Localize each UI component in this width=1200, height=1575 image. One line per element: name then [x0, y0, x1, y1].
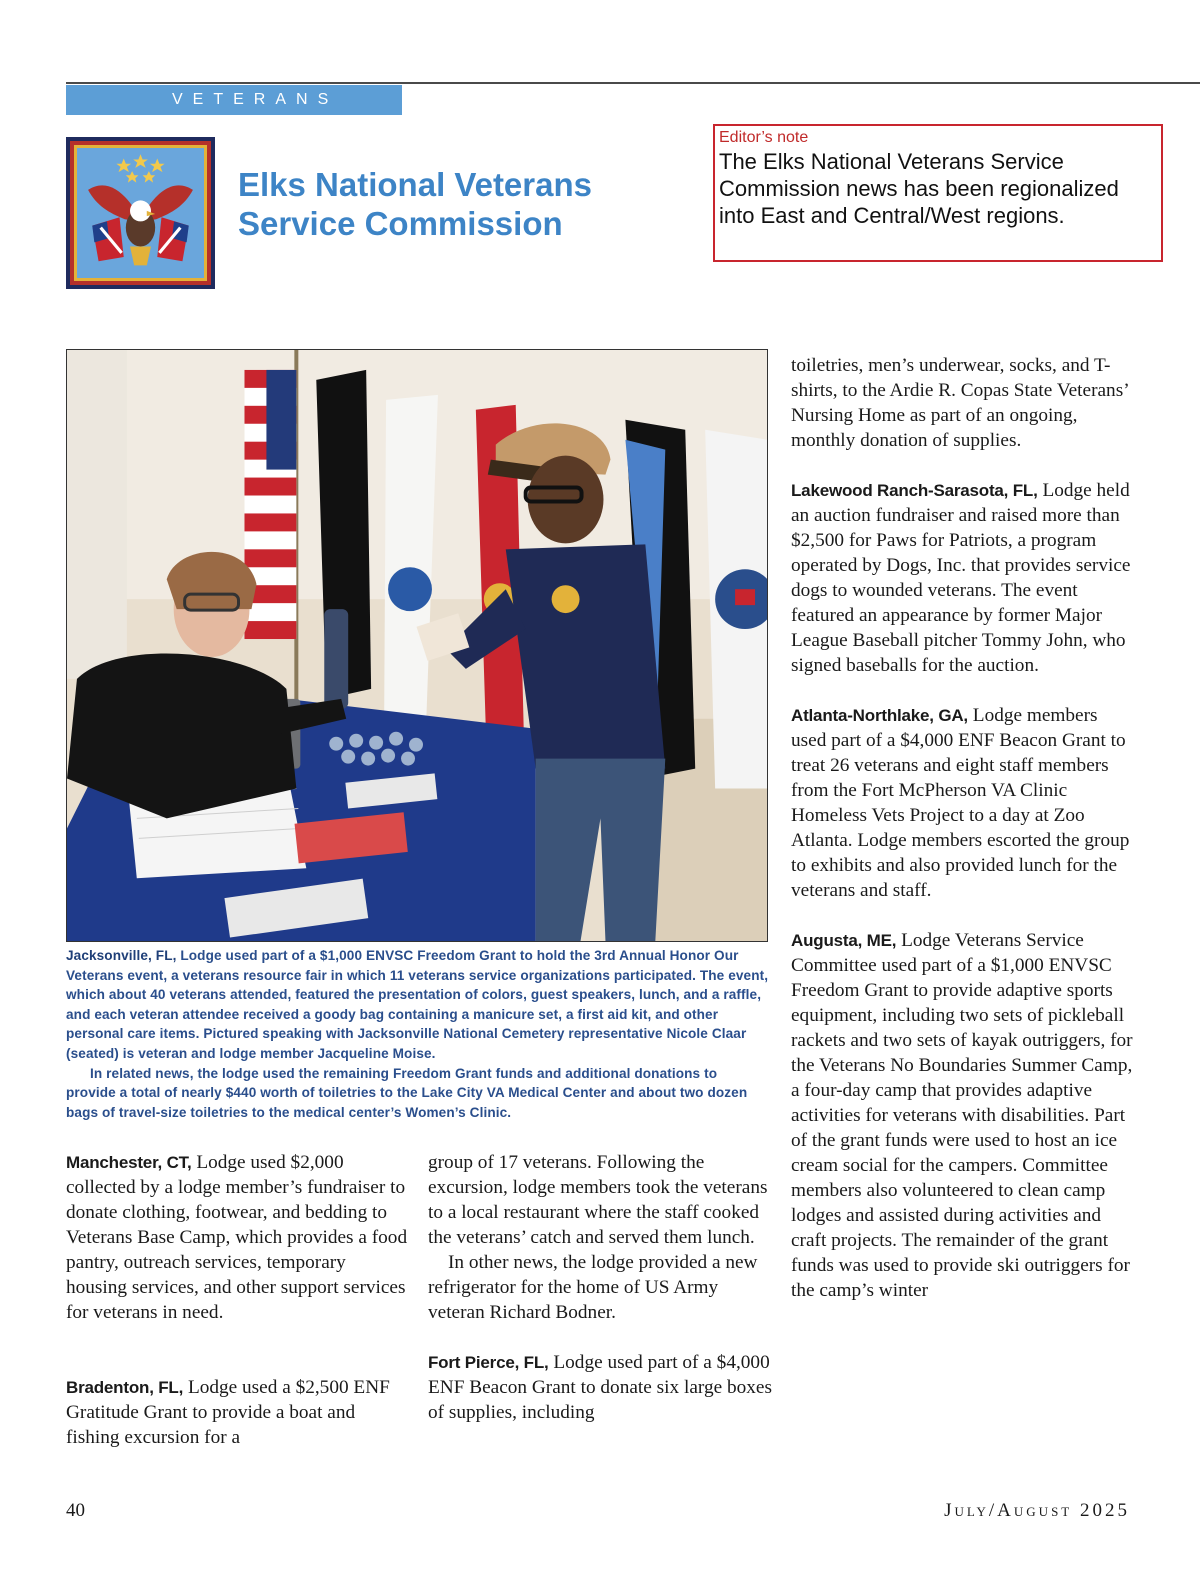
page-number: 40: [66, 1500, 85, 1521]
article-augusta: Augusta, ME, Lodge Veterans Service Committee used part of a $1,000 ENVSC Freedom Grant to provide adaptive sports equipment, including two sets of pickleball rackets and two sets of kayak outriggers, for the Veterans No Boundaries Summer Camp, a four-day camp that provides adaptive activities for veterans with disabilities. Part of the grant funds were used to host an ice cream social for the campers. Committee members also volunteered to clean camp lodges and assisted during activities and craft projects. The remainder of the grant funds was used to provide ski outriggers for the camp’s winter: [791, 930, 1133, 1301]
article-bradenton-more: In other news, the lodge provided a new refrigerator for the home of US Army veteran Richard Bodner.: [428, 1252, 758, 1323]
photo-illustration: [67, 350, 767, 941]
article-lakewood: Lakewood Ranch-Sarasota, FL, Lodge held an auction fundraiser and raised more than $2,500 for Paws for Patriots, a program operated by Dogs, Inc. that provides service dogs to wounded veterans. The event featured an appearance by former Major League Baseball pitcher Tommy John, who signed baseballs for the auction.: [791, 480, 1131, 676]
caption-paragraph-2: In related news, the lodge used the remaining Freedom Grant funds and additional donations to provide a total of nearly $440 worth of toiletries to the Lake City VA Medical Center and about two dozen bags of travel-size toiletries to the medical center’s Women’s Clinic.: [66, 1065, 748, 1120]
editor-note-box: [713, 124, 1163, 262]
article-column-3: [791, 353, 1136, 1303]
caption-location: Jacksonville, FL,: [66, 948, 177, 963]
page-title: Elks National Veterans Service Commission: [238, 166, 592, 242]
event-photo: [66, 349, 768, 942]
bradenton-text-part1: Lodge used a $2,500 ENF Gratitude Grant to provide a boat and fishing excursion for a: [66, 1377, 390, 1448]
envsc-logo: [66, 137, 215, 289]
editor-note-text: The Elks National Veterans Service Commission news has been regionalized into East and Central/West regions.: [719, 149, 1119, 228]
section-label: VETERANS: [66, 85, 402, 115]
issue-date: July/August 2025: [944, 1500, 1130, 1521]
bradenton-text-part2: group of 17 veterans. Following the excursion, lodge members took the veterans to a local restaurant where the staff cooked the veterans’ catch and served them lunch.: [428, 1152, 768, 1248]
eagle-flags-icon: [77, 148, 204, 278]
article-column-2: [428, 1150, 773, 1425]
article-fortpierce-start: Fort Pierce, FL, Lodge used part of a $4,000 ENF Beacon Grant to donate six large boxes of supplies, including: [428, 1352, 772, 1423]
article-bradenton-start: Bradenton, FL, Lodge used a $2,500 ENF Gratitude Grant to provide a boat and fishing excursion for a: [66, 1377, 390, 1448]
editor-note-label: Editor’s note: [719, 129, 809, 146]
article-column-1: [66, 1150, 411, 1350]
article-fortpierce-end: toiletries, men’s underwear, socks, and T-shirts, to the Ardie R. Copas State Veterans’ Nursing Home as part of an ongoing, monthly donation of supplies.: [791, 355, 1129, 451]
caption-paragraph: Jacksonville, FL, Lodge used part of a $1,000 ENVSC Freedom Grant to hold the 3rd Annual Honor Our Veterans event, a veterans resource fair in which 11 veterans service organizations participated. The event, which about 40 veterans attended, featured the presentation of colors, guest speakers, lunch, and a raffle, and each veteran attendee received a goody bag containing a manicure set, a first aid kit, and other personal care items. Pictured speaking with Jacksonville National Cemetery representative Nicole Claar (seated) is veteran and lodge member Jacqueline Moise.: [66, 948, 769, 1061]
article-atlanta: Atlanta-Northlake, GA, Lodge members used part of a $4,000 ENF Beacon Grant to treat 26 veterans and eight staff members from the Fort McPherson VA Clinic Homeless Vets Project to a day at Zoo Atlanta. Lodge members escorted the group to exhibits and also provided lunch for the veterans and staff.: [791, 705, 1130, 901]
photo-caption: [66, 946, 770, 1122]
article-manchester: Manchester, CT, Lodge used $2,000 collected by a lodge member’s fundraiser to donate clothing, footwear, and bedding to Veterans Base Camp, which provides a food pantry, outreach services, temporary housing services, and other support services for veterans in need.: [66, 1152, 408, 1323]
header-rule: [66, 82, 1200, 84]
